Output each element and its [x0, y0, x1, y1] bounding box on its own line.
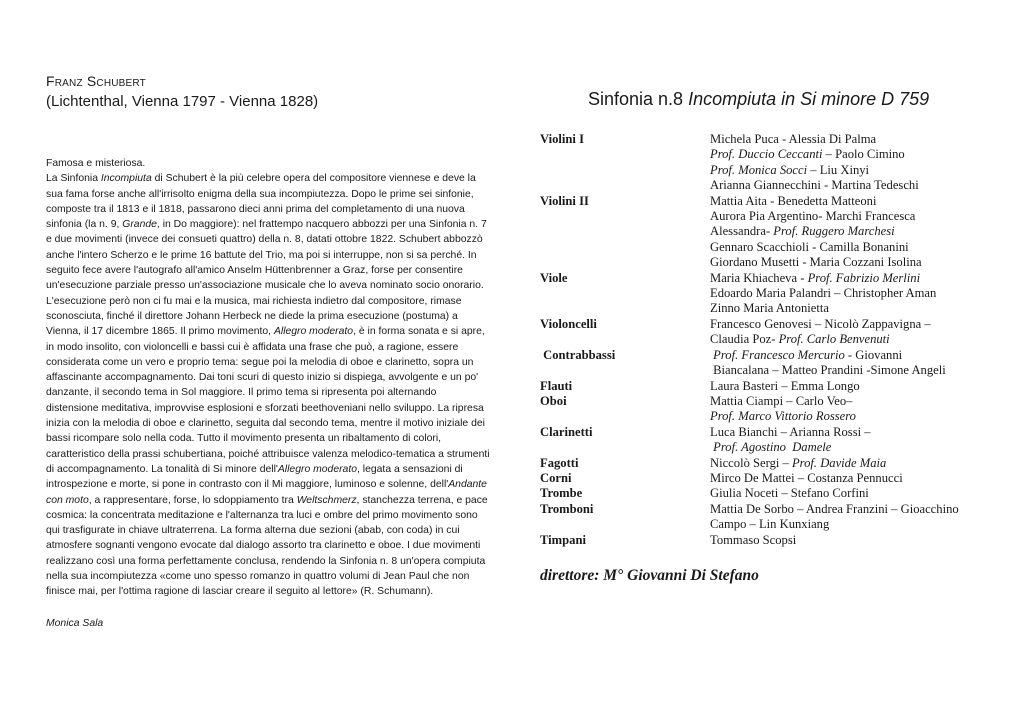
player-name: Mattia Aita - Benedetta Matteoni	[710, 193, 877, 208]
player-line	[710, 394, 990, 409]
section-players	[710, 394, 990, 425]
player-line	[710, 209, 990, 224]
player-name: Zinno Maria Antonietta	[710, 301, 829, 316]
player-name: Tommaso Scopsi	[710, 532, 797, 547]
essay-author: Monica Sala	[46, 617, 104, 629]
player-name: Maria Khiacheva -	[710, 270, 808, 285]
player-name: Michela Puca - Alessia Di Palma	[710, 132, 877, 146]
player-line	[710, 348, 990, 363]
section-players	[710, 471, 990, 486]
player-line	[710, 379, 990, 394]
orchestra-roster	[540, 132, 990, 548]
player-name: – Liu Xinyi	[807, 162, 870, 177]
work-title-plain: Sinfonia n.8	[588, 89, 689, 109]
roster-row	[540, 471, 990, 486]
player-line	[710, 363, 990, 378]
player-name: Laura Basteri – Emma Longo	[710, 378, 860, 393]
essay-italic-run: Grande	[122, 219, 157, 231]
essay-text-run: , stanchezza terrena, e pace cosmica: la concentrata meditazione e l'alternanza tra luci e ombre del primo movimento sono qui trasfigurate in chiave ultraterrena. La forma alterna due sezioni (abab, con coda) in cui atmosfere sognanti vengono evocate dal dialogo assorto tra clarinetto e oboe. I due movimenti realizzano così una forma perfettamente conclusa, rendendo la Sinfonia n. 8 un'opera compiuta nella sua incompiutezza «come uno spesso romanzo in quattro volumi di Jean Paul che non finisce mai, per l'ottima ragione di lasciar creare il seguito al lettore» (R. Schumann).	[46, 494, 488, 598]
essay-body	[46, 171, 490, 599]
section-name: Fagotti	[540, 455, 579, 470]
essay-italic-run: Allegro moderato	[273, 326, 354, 338]
player-line	[710, 425, 990, 440]
section-name: Clarinetti	[540, 424, 593, 439]
player-line	[710, 240, 990, 255]
player-line	[710, 255, 990, 270]
player-name: - Giovanni	[844, 347, 903, 362]
player-name-italic: Prof. Agostino Damele	[710, 440, 832, 455]
roster-row	[540, 456, 990, 471]
section-players	[710, 379, 990, 394]
player-line	[710, 502, 990, 517]
player-name: Francesco Genovesi – Nicolò Zappavigna –	[710, 316, 931, 331]
section-name: Viole	[540, 270, 568, 285]
roster-row	[540, 394, 990, 425]
essay-text-run: , legata a sensazioni di introspezione e morte, si pone in contrasto con il Mi maggiore, luminoso e solenne, dell'	[46, 463, 463, 491]
player-name-italic: Prof. Davide Maia	[791, 455, 887, 470]
essay-text-run: , a rappresentare, forse, lo sdoppiamento tra	[88, 494, 297, 506]
player-line	[710, 301, 990, 316]
player-name: Aurora Pia Argentino- Marchi Francesca	[710, 209, 916, 224]
player-name: Claudia Poz-	[710, 332, 779, 347]
essay-italic-run: Weltschmerz	[296, 494, 357, 506]
player-line	[710, 456, 990, 471]
player-name: Edoardo Maria Palandri – Christopher Aman	[710, 286, 937, 301]
composer-dates: (Lichtenthal, Vienna 1797 - Vienna 1828)	[46, 93, 319, 110]
player-name: Luca Bianchi – Arianna Rossi –	[710, 424, 871, 439]
essay-italic-run: Incompiuta	[100, 173, 152, 185]
player-line	[710, 147, 990, 162]
player-name-italic: Prof. Ruggero Marchesi	[773, 224, 895, 239]
section-name: Oboi	[540, 393, 567, 408]
player-name-italic: Prof. Francesco Mercurio	[713, 347, 845, 362]
player-line	[710, 132, 990, 147]
section-name: Flauti	[540, 378, 573, 393]
player-name: Giulia Noceti – Stefano Corfini	[710, 486, 869, 501]
player-line	[710, 194, 990, 209]
essay-italic-run: Allegro moderato	[277, 463, 358, 475]
section-name: Tromboni	[540, 501, 594, 516]
section-name: Contrabbassi	[540, 347, 616, 362]
player-name-italic: Prof. Duccio Ceccanti	[710, 147, 823, 162]
roster-row	[540, 194, 990, 271]
player-name-italic: Prof. Monica Socci	[710, 162, 808, 177]
essay-italic-run: Andante con moto	[46, 479, 487, 506]
roster-row	[540, 317, 990, 348]
section-name: Trombe	[540, 486, 583, 501]
essay-heading: Famosa e misteriosa.	[46, 158, 146, 169]
section-name: Timpani	[540, 532, 586, 547]
player-line	[710, 517, 990, 532]
roster-row	[540, 486, 990, 501]
player-line	[710, 317, 990, 332]
roster-row	[540, 132, 990, 194]
section-players	[710, 194, 990, 271]
player-name: Alessandra-	[710, 224, 774, 239]
composer-name: Franz Schubert	[46, 73, 146, 89]
section-players	[710, 486, 990, 501]
player-name: Campo – Lin Kunxiang	[710, 517, 830, 532]
player-line	[710, 178, 990, 193]
player-name: Gennaro Scacchioli - Camilla Bonanini	[710, 239, 909, 254]
essay-text-run: di Schubert è la più celebre opera del compositore viennese e deve la sua fama forse anche all'irrisolto enigma della sua incompiutezza. Dopo le prime sei sinfonie, composte tra il 1813 e il 1818, passarono dieci anni prima del completamento di una nuova sinfonia (la n. 9,	[46, 173, 476, 231]
player-name: Mattia Ciampi – Carlo Veo–	[710, 393, 853, 408]
player-name: Giordano Musetti - Maria Cozzani Isolina	[710, 255, 922, 270]
section-players	[710, 317, 990, 348]
section-players	[710, 348, 990, 379]
player-line	[710, 533, 990, 548]
player-line	[710, 224, 990, 239]
work-title-italic: Incompiuta in Si minore D 759	[688, 89, 930, 109]
player-line	[710, 271, 990, 286]
player-name-italic: Prof. Carlo Benvenuti	[778, 332, 890, 347]
roster-row	[540, 533, 990, 548]
work-title	[588, 88, 990, 110]
player-name: Biancalana – Matteo Prandini -Simone Angeli	[710, 363, 946, 378]
essay-text-run: , è in forma sonata e si apre, in modo insolito, con violoncelli e bassi cui è affidata una frase che può, a ragione, essere considerata come un vero e proprio tema: segue poi la melodia di oboe e clarinetto, sopra un affascinante accompagnamento. Dai toni scuri di questo inizio si dispiega, avvolgente e un po' danzante, il secondo tema in Sol maggiore. Il primo tema si ripresenta poi alternando distensione meditativa, improvvise esplosioni e sforzati beethoveniani nello sviluppo. La ripresa inizia con la melodia di oboe e clarinetto, seguita dal secondo tema, mentre il motivo iniziale dei bassi ricompare solo nella coda. Tutto il movimento presenta un ribaltamento di colori, caratteristico della prassi schubertiana, poiché attribuisce valenza melodico-tematica a strumenti di accompagnamento. La tonalità di Si minore dell'	[46, 326, 490, 475]
section-players	[710, 425, 990, 456]
player-line	[710, 163, 990, 178]
player-name-italic: Prof. Fabrizio Merlini	[807, 270, 921, 285]
section-players	[710, 456, 990, 471]
player-line	[710, 440, 990, 455]
section-name: Violoncelli	[540, 316, 597, 331]
player-name-italic: Prof. Marco Vittorio Rossero	[710, 409, 856, 424]
player-line	[710, 286, 990, 301]
roster-row	[540, 425, 990, 456]
roster-row	[540, 271, 990, 317]
section-players	[710, 502, 990, 533]
player-line	[710, 409, 990, 424]
program-notes	[46, 72, 490, 631]
section-players	[710, 533, 990, 548]
player-line	[710, 471, 990, 486]
section-players	[710, 271, 990, 317]
roster-row	[540, 348, 990, 379]
roster-row	[540, 502, 990, 533]
roster-row	[540, 379, 990, 394]
orchestra-roster-panel	[540, 88, 990, 584]
section-name: Violini II	[540, 193, 589, 208]
section-name: Violini I	[540, 132, 584, 146]
section-name: Corni	[540, 470, 572, 485]
essay-text-run: , in Do maggiore): nel frattempo nacquero abbozzi per una Sinfonia n. 7 e due movimenti (invece dei consueti quattro) della n. 8, datati ottobre 1822. Schubert abbozzò anche l'intero Scherzo e le prime 16 battute del Trio, ma poi si interruppe, non si sa perché. In seguito fece avere l'autografo all'amico Anselm Hüttenbrenner a Graz, forse per consentire un'esecuzione parziale presso un'associazione musicale che lo aveva nominato socio onorario. L'esecuzione però non ci fu mai e la musica, mai richiesta indietro dal compositore, rimase sconosciuta, finché il direttore Johann Herbeck ne diede la prima esecuzione (postuma) a Vienna, il 17 dicembre 1865. Il primo movimento,	[46, 219, 487, 338]
player-name: Niccolò Sergi –	[710, 455, 792, 470]
conductor: direttore: M° Giovanni Di Stefano	[540, 567, 759, 584]
player-name: Mirco De Mattei – Costanza Pennucci	[710, 470, 903, 485]
player-line	[710, 332, 990, 347]
player-name: Mattia De Sorbo – Andrea Franzini – Gioacchino	[710, 501, 959, 516]
essay-text-run: La Sinfonia	[46, 173, 101, 185]
section-players	[710, 132, 990, 194]
player-name: – Paolo Cimino	[822, 147, 905, 162]
player-line	[710, 486, 990, 501]
player-name: Arianna Giannecchini - Martina Tedeschi	[710, 178, 919, 193]
